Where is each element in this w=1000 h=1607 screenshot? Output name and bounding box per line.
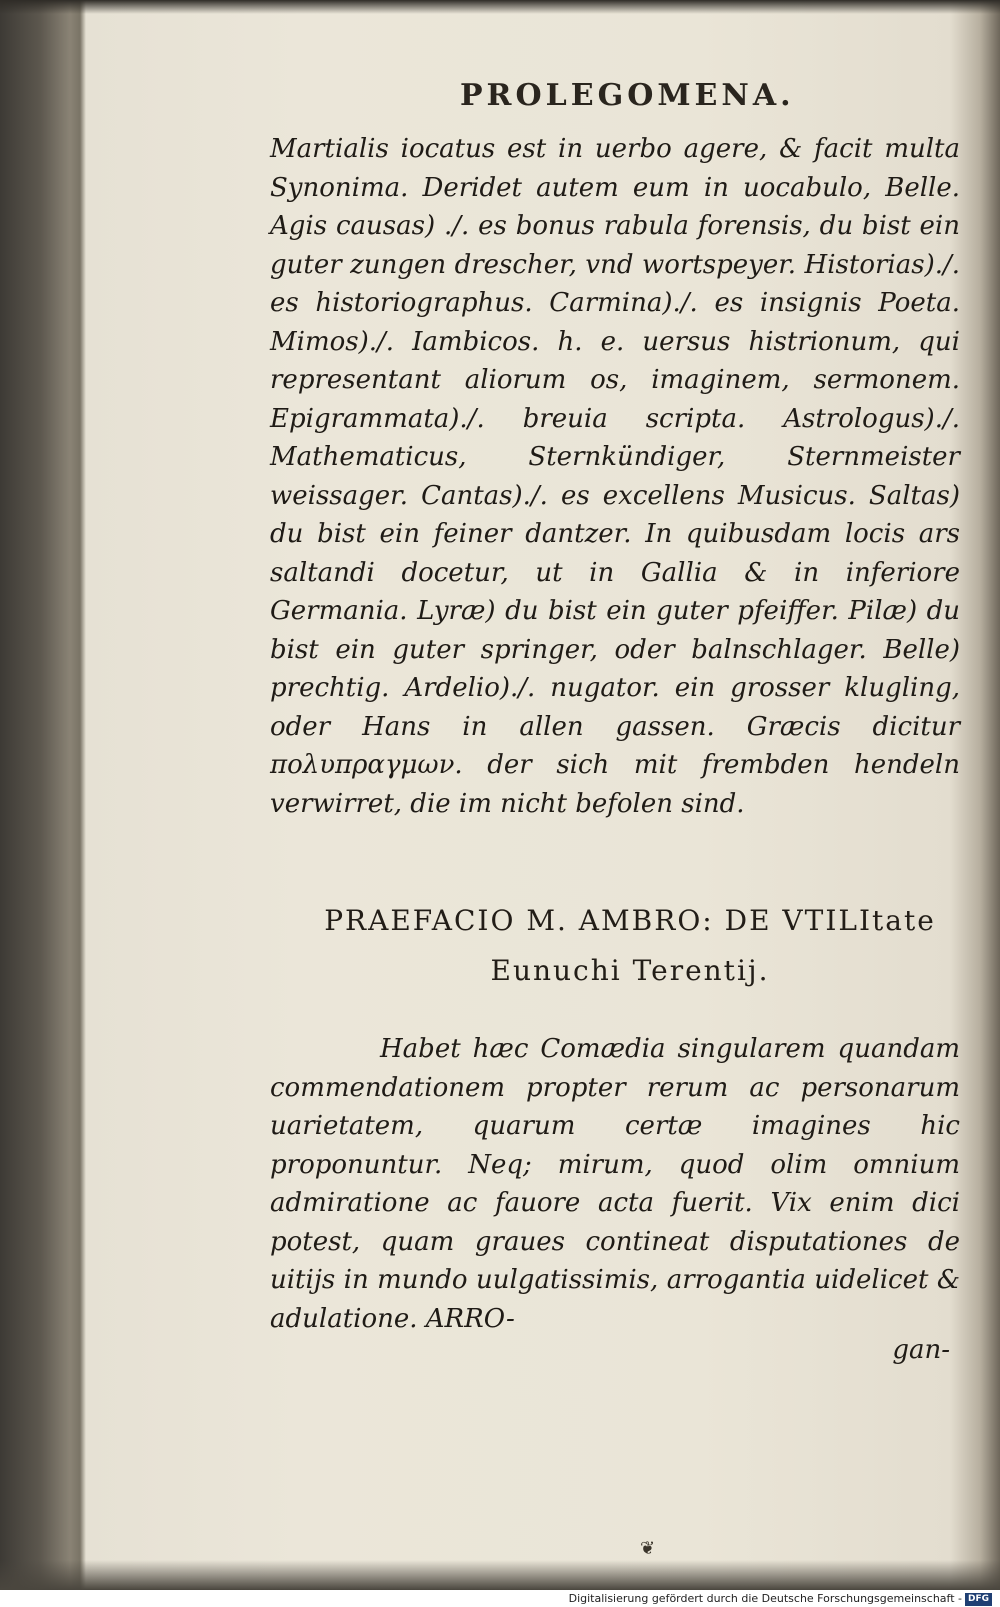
running-head: PROLEGOMENA. bbox=[460, 78, 795, 113]
printer-ornament: ❦ bbox=[640, 1538, 656, 1559]
section-heading-text: PRAEFACIO M. AMBRO: DE VTILItate Eunuchi Terentij. bbox=[324, 904, 936, 987]
section-heading bbox=[310, 896, 950, 996]
footer-credit-text: Digitalisierung gefördert durch die Deutsche Forschungsgemeinschaft - bbox=[568, 1592, 962, 1605]
paragraph-praefacio: Habet hæc Comædia singularem quandam commendationem propter rerum ac personarum uarietatem, quarum certæ imagines hic proponuntur. Neq; mirum, quod olim omnium admiratione ac fauore acta fuerit. Vix enim dici potest, quam graues contineat disputationes de uitijs in mundo uulgatissimis, arrogantia uidelicet & adulatione. ARRO- bbox=[270, 1034, 960, 1334]
paragraph-martialis: Martialis iocatus est in uerbo agere, & facit multa Synonima. Deridet autem eum in uocabulo, Belle. Agis causas) ./. es bonus rabula forensis, du bist ein guter zungen drescher, vnd wortspeyer. Historias)./. es historiographus. Carmina)./. es insignis Poeta. Mimos)./. Iambicos. h. e. uersus histrionum, qui representant aliorum os, imaginem, sermonem. Epigrammata)./. breuia scripta. Astrologus)./. Mathematicus, Sternkündiger, Sternmeister weissager. Cantas)./. es excellens Musicus. Saltas) du bist ein feiner dantzer. In quibusdam locis ars saltandi docetur, ut in Gallia & in inferiore Germania. Lyræ) du bist ein guter pfeiffer. Pilæ) du bist ein guter springer, oder balnschlager. Belle) prechtig. Ardelio)./. nugator. ein grosser klugling, oder Hans in allen gassen. Græcis dicitur πολυπραγμων. der sich mit frembden hendeln verwirret, die im nicht befolen sind. bbox=[270, 134, 960, 819]
digitization-credit bbox=[569, 1590, 992, 1607]
scan-bottom-edge bbox=[0, 1560, 1000, 1590]
scan-top-edge bbox=[0, 0, 1000, 14]
catchword: gan- bbox=[892, 1335, 950, 1365]
dfg-logo: DFG bbox=[965, 1593, 992, 1606]
